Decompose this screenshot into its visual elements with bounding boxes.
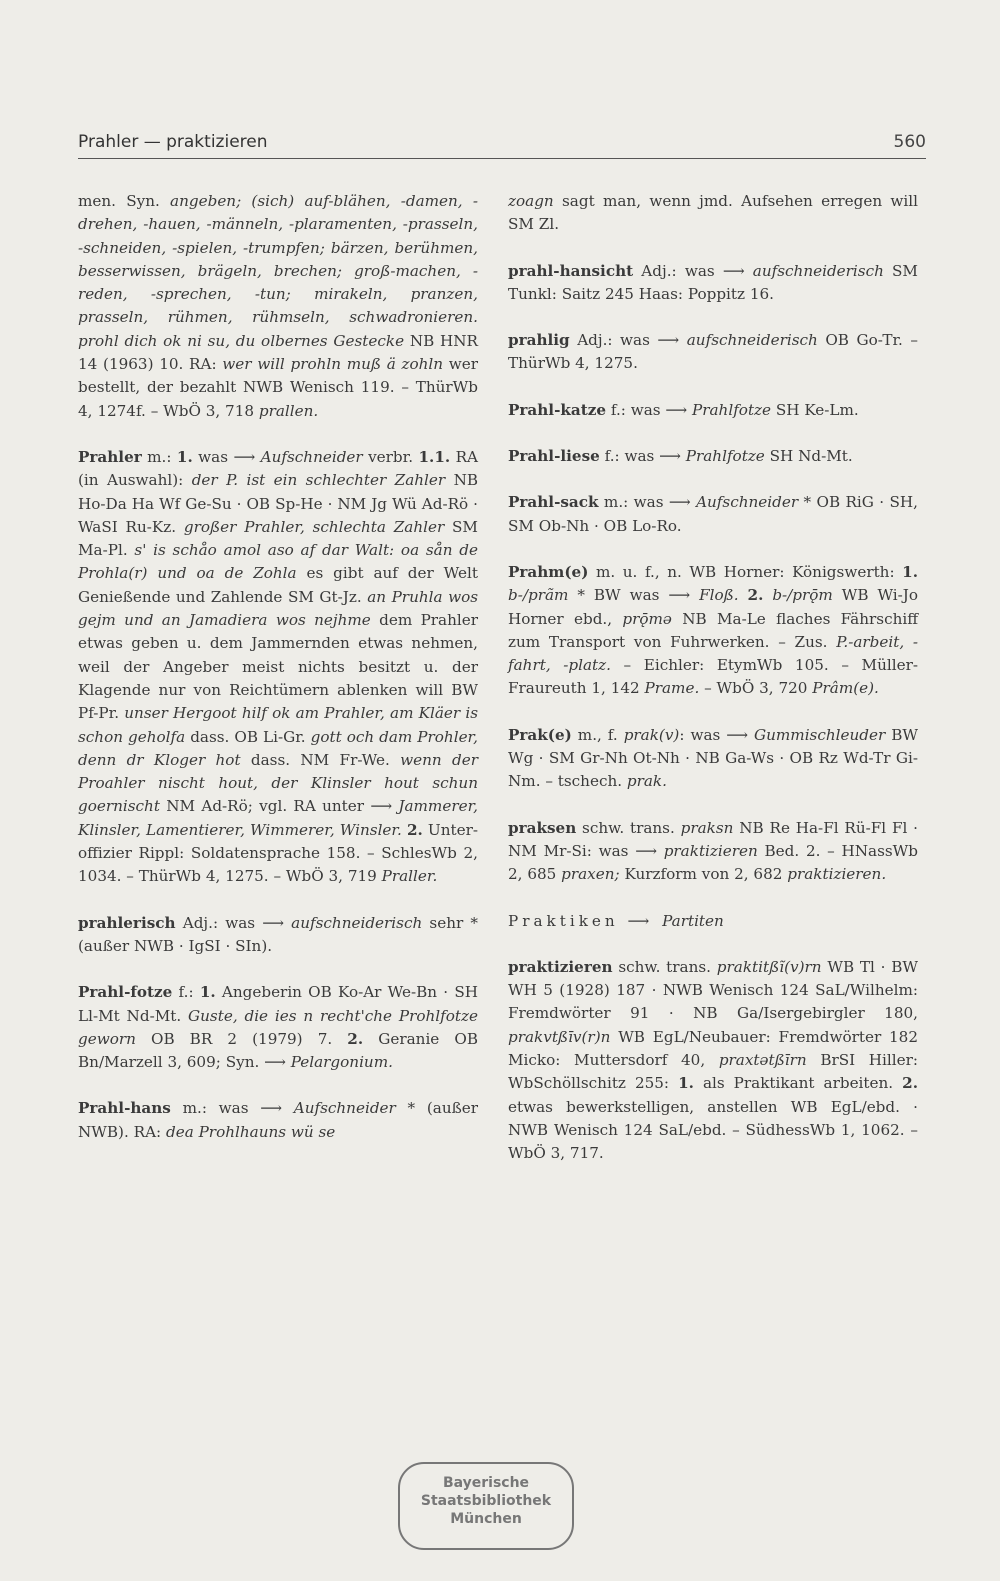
headword: praksen [508,818,577,837]
headword: Prahm(e) [508,562,589,581]
stamp-line-1: Bayerische [442,1475,530,1491]
entry-continuation: men. Syn. angeben; (sich) auf-blähen, -damen, -drehen, -hauen, -männeln, -plaramenten, -prasseln, -schneiden, -spielen, -trumpfen; bärzen, berühmen, besserwissen, brägeln, brechen; groß-machen, -reden, -sprechen, -tun; mirakeln, pranzen, prasseln, rühmen, rühmseln, schwadronieren. prohl dich ok ni su, du olbernes Gestecke NB HNR 14 (1963) 10. RA: wer will prohln muß ä zohln wer bestellt, der bezahlt NWB Wenisch 119. – ThürWb 4, 1274f. – WbÖ 3, 718 prallen. [78,192,479,420]
right-column [508,190,918,1189]
headword: prahl-hansicht [508,261,634,280]
library-stamp [398,1462,574,1550]
entry-praksen: praksen schw. trans. praksn NB Re Ha-Fl Rü-Fl Fl · NM Mr-Si: was ⟶ praktizieren Bed. 2. – HNassWb 2, 685 praxen; Kurzform von 2, 682 praktizieren. [508,818,918,884]
entry-continuation: zoagn sagt man, wenn jmd. Aufsehen erregen will SM Zl. [508,192,918,234]
headword-spaced: Praktiken [508,911,619,930]
entry-prahl-fotze: Prahl-fotze f.: 1. Angeberin OB Ko-Ar We-Bn · SH Ll-Mt Nd-Mt. Guste, die ies n recht'che Prohlfotze geworn OB BR 2 (1979) 7. 2. Geranie OB Bn/Marzell 3, 609; Syn. ⟶ Pelargonium. [78,983,479,1072]
headword: Prahl-katze [508,400,607,419]
headword: Prahl-sack [508,493,599,512]
headword: prahlerisch [78,913,176,932]
entry-prahl-hansicht: prahl-hansicht Adj.: was ⟶ aufschneiderisch SM Tunkl: Saitz 245 Haas: Poppitz 16. [508,261,918,303]
page-header [78,132,926,159]
entry-praktiken: Praktiken ⟶ Partiten [508,911,724,930]
entry-praktizieren: praktizieren schw. trans. praktitßĩ(v)rn WB Tl · BW WH 5 (1928) 187 · NWB Wenisch 124 SaL/Wilhelm: Fremdwörter 91 · NB Ga/Isergebirgler 180, prakvtßīv(r)n WB EgL/Neubauer: Fremdwörter 182 Micko: Muttersdorf 40, praxtətßīrn BrSI Hiller: WbSchöllschitz 255: 1. als Praktikant arbeiten. 2. etwas bewerkstelligen, anstellen WB EgL/ebd. · NWB Wenisch 124 SaL/ebd. – SüdhessWb 1, 1062. – WbÖ 3, 717. [508,957,918,1163]
entry-prake: Prak(e) m., f. prak(v): was ⟶ Gummischleuder BW Wg · SM Gr-Nh Ot-Nh · NB Ga-Ws · OB Rz Wd-Tr Gi-Nm. – tschech. prak. [508,725,918,791]
headword: Prahl-fotze [78,983,173,1002]
entry-prahl-hans: Prahl-hans m.: was ⟶ Aufschneider * (außer NWB). RA: dea Prohlhauns wü se [78,1099,478,1141]
page-number: 560 [893,132,926,152]
left-column [78,190,478,1167]
stamp-line-2: Staatsbibliothek [420,1493,552,1509]
stamp-line-3: München [450,1511,522,1527]
headword: Prahl-liese [508,447,600,466]
headword: prahlig [508,331,570,350]
headword: Prahler [78,447,142,466]
headword: praktizieren [508,957,613,976]
entry-prahl-katze: Prahl-katze f.: was ⟶ Prahlfotze SH Ke-Lm. [508,400,859,419]
entry-prahlerisch: prahlerisch Adj.: was ⟶ aufschneiderisch sehr * (außer NWB · IgSI · SIn). [78,913,478,955]
entry-prahl-liese: Prahl-liese f.: was ⟶ Prahlfotze SH Nd-Mt. [508,447,853,466]
entry-prahler: Prahler m.: 1. was ⟶ Aufschneider verbr. 1.1. RA (in Auswahl): der P. ist ein schlechter Zahler NB Ho-Da Ha Wf Ge-Su · OB Sp-He · NM Jg Wü Ad-Rö · WaSI Ru-Kz. großer Prahler, schlechta Zahler SM Ma-Pl. s' is schåo amol aso af dar Walt: oa sån de Prohla(r) und oa de Zohla es gibt auf der Welt Genießende und Zahlende SM Gt-Jz. an Pruhla wos gejm und an Jamadiera wos nejhme dem Prahler etwas geben u. dem Jammernden etwas nehmen, weil der Angeber meist nichts besitzt u. der Klagende nur von Reichtümern ablenken will BW Pf-Pr. unser Hergoot hilf ok am Prahler, am Kläer is schon geholfa dass. OB Li-Gr. gott och dam Prohler, denn dr Kloger hot dass. NM Fr-We. wenn der Proahler nischt hout, der Klinsler hout schun goernischt NM Ad-Rö; vgl. RA unter ⟶ Jammerer, Klinsler, Lamentierer, Wimmerer, Winsler. 2. Unteroffizier Rippl: Soldatensprache 158. – SchlesWb 2, 1034. – ThürWb 4, 1275. – WbÖ 3, 719 Praller. [78,447,479,886]
headword: Prahl-hans [78,1099,171,1118]
headword: Prak(e) [508,725,572,744]
entry-prahme: Prahm(e) m. u. f., n. WB Horner: Königswerth: 1. b-/prãm * BW was ⟶ Floß. 2. b-/prǭm WB Wi-Jo Horner ebd., prǭmə NB Ma-Le flaches Fährschiff zum Transport von Fuhrwerken. – Zus. P.-arbeit, -fahrt, -platz. – Eichler: EtymWb 105. – Müller-Fraureuth 1, 142 Prame. – WbÖ 3, 720 Prâm(e). [508,562,919,698]
entry-prahlig: prahlig Adj.: was ⟶ aufschneiderisch OB Go-Tr. – ThürWb 4, 1275. [508,331,918,373]
entry-prahl-sack: Prahl-sack m.: was ⟶ Aufschneider * OB RiG · SH, SM Ob-Nh · OB Lo-Ro. [508,493,918,535]
running-head: Prahler — praktizieren [78,132,268,152]
